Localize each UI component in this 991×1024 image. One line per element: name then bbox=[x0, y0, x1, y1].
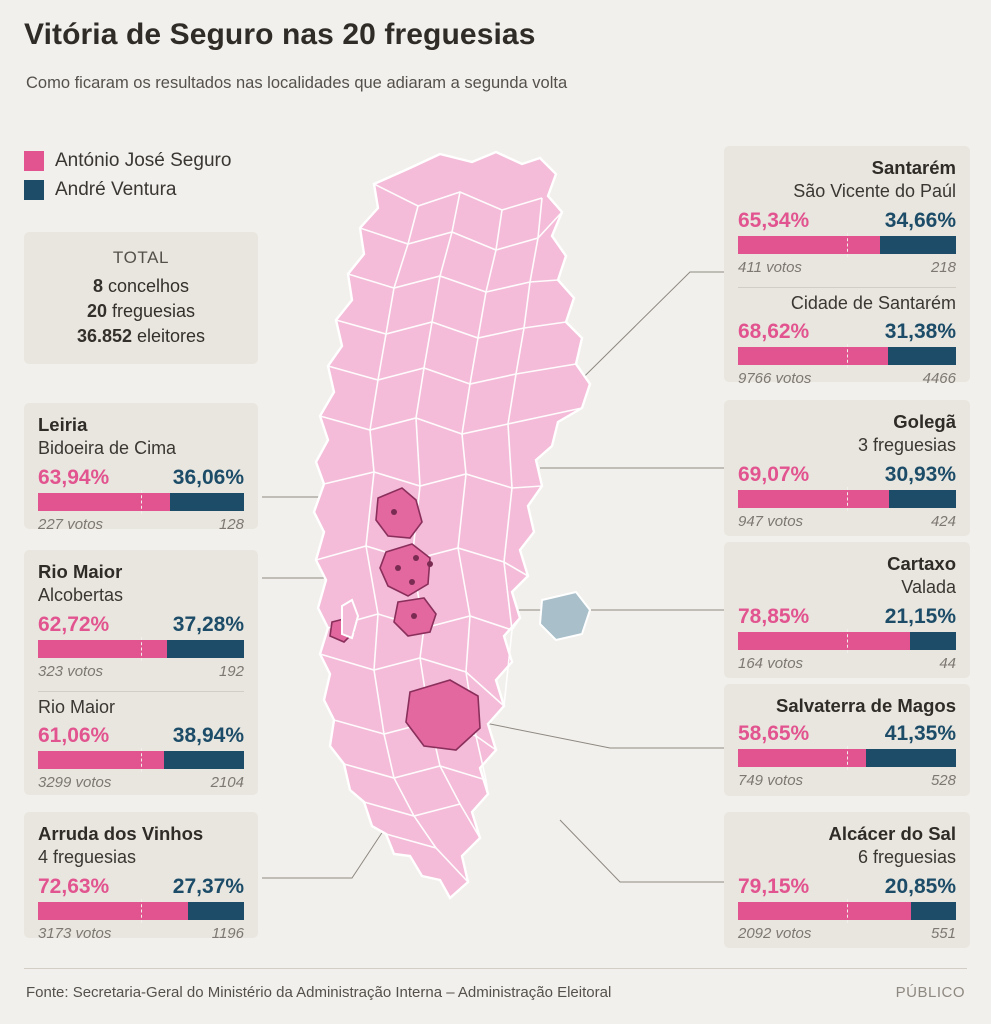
bar-cartaxo-0 bbox=[738, 632, 956, 650]
votes-row-cartaxo-0 bbox=[738, 655, 956, 672]
pct-seguro-alcacer-0: 79,15% bbox=[738, 874, 810, 898]
page-subtitle: Como ficaram os resultados nas localidades que adiaram a segunda volta bbox=[26, 74, 568, 92]
votes-row-salvaterra-0 bbox=[738, 772, 956, 789]
pct-ventura-arruda-0: 27,37% bbox=[172, 874, 244, 898]
votes-ventura-rio-maior-1: 2104 bbox=[210, 773, 244, 791]
total-label-concelhos: concelhos bbox=[107, 275, 190, 296]
total-line-freguesias bbox=[87, 301, 195, 322]
votes-row-rio-maior-1 bbox=[38, 774, 244, 791]
total-summary-box bbox=[24, 232, 258, 364]
legend-swatch-seguro bbox=[24, 151, 44, 171]
total-value-concelhos: 8 bbox=[92, 275, 103, 296]
pct-seguro-rio-maior-0: 62,72% bbox=[38, 612, 110, 636]
pct-ventura-golega-0: 30,93% bbox=[884, 462, 956, 486]
card-title-golega: Golegã bbox=[893, 411, 956, 432]
pct-row-leiria-0 bbox=[38, 466, 244, 490]
card-title-santarem: Santarém bbox=[871, 157, 956, 178]
votes-ventura-salvaterra-0: 528 bbox=[930, 772, 956, 790]
card-freguesia-leiria-0: Bidoeira de Cima bbox=[38, 438, 177, 459]
total-title: TOTAL bbox=[112, 247, 170, 267]
card-title-arruda: Arruda dos Vinhos bbox=[38, 823, 204, 844]
votes-seguro-golega-0: 947 votos bbox=[738, 512, 804, 530]
map-svg bbox=[290, 140, 710, 960]
card-title-alcacer: Alcácer do Sal bbox=[828, 823, 956, 844]
pct-ventura-santarem-0: 34,66% bbox=[884, 208, 956, 232]
pct-ventura-santarem-1: 31,38% bbox=[884, 319, 956, 343]
map-highlight-grey-region bbox=[540, 592, 590, 640]
votes-ventura-cartaxo-0: 44 bbox=[939, 654, 956, 672]
card-divider-santarem bbox=[738, 287, 956, 288]
pct-row-salvaterra-0 bbox=[738, 722, 956, 746]
pct-seguro-rio-maior-1: 61,06% bbox=[38, 723, 110, 747]
votes-ventura-leiria-0: 128 bbox=[218, 515, 244, 533]
votes-row-alcacer-0 bbox=[738, 925, 956, 942]
pct-seguro-arruda-0: 72,63% bbox=[38, 874, 110, 898]
card-freguesia-santarem-0: São Vicente do Paúl bbox=[793, 181, 956, 202]
footer-divider bbox=[24, 968, 967, 969]
card-title-salvaterra: Salvaterra de Magos bbox=[776, 695, 956, 716]
pct-seguro-santarem-1: 68,62% bbox=[738, 319, 810, 343]
card-freguesia-rio-maior-0: Alcobertas bbox=[38, 585, 124, 606]
pct-seguro-leiria-0: 63,94% bbox=[38, 465, 110, 489]
votes-ventura-rio-maior-0: 192 bbox=[218, 662, 244, 680]
votes-ventura-santarem-1: 4466 bbox=[922, 369, 956, 387]
votes-seguro-salvaterra-0: 749 votos bbox=[738, 772, 804, 790]
pct-seguro-golega-0: 69,07% bbox=[738, 462, 810, 486]
legend-swatch-ventura bbox=[24, 180, 44, 200]
card-santarem[interactable] bbox=[724, 146, 970, 387]
pct-ventura-leiria-0: 36,06% bbox=[172, 465, 244, 489]
votes-row-leiria-0 bbox=[38, 516, 244, 533]
card-freguesia-santarem-1: Cidade de Santarém bbox=[790, 292, 956, 313]
total-line-eleitores bbox=[77, 326, 205, 347]
card-cartaxo[interactable] bbox=[724, 542, 970, 678]
card-leiria[interactable] bbox=[24, 403, 258, 533]
votes-row-golega-0 bbox=[738, 513, 956, 530]
bar-leiria-0 bbox=[38, 493, 244, 511]
card-freguesia-cartaxo-0: Valada bbox=[901, 577, 956, 598]
total-value-eleitores: 36.852 bbox=[76, 325, 132, 346]
card-divider-rio-maior bbox=[38, 691, 244, 692]
bar-santarem-0 bbox=[738, 236, 956, 254]
bar-arruda-0 bbox=[38, 902, 244, 920]
legend-label-ventura: André Ventura bbox=[55, 179, 177, 200]
bar-alcacer-0 bbox=[738, 902, 956, 920]
votes-ventura-alcacer-0: 551 bbox=[930, 924, 956, 942]
votes-seguro-cartaxo-0: 164 votos bbox=[738, 654, 804, 672]
bar-rio-maior-0 bbox=[38, 640, 244, 658]
pct-row-arruda-0 bbox=[38, 875, 244, 899]
votes-seguro-santarem-0: 411 votos bbox=[738, 258, 802, 276]
pct-ventura-cartaxo-0: 21,15% bbox=[884, 604, 956, 628]
pct-seguro-santarem-0: 65,34% bbox=[738, 208, 810, 232]
pct-row-golega-0 bbox=[738, 463, 956, 487]
card-freguesia-golega-0: 3 freguesias bbox=[857, 435, 956, 456]
card-title-leiria: Leiria bbox=[38, 414, 88, 435]
votes-seguro-arruda-0: 3173 votos bbox=[38, 924, 112, 942]
votes-seguro-rio-maior-0: 323 votos bbox=[38, 662, 104, 680]
card-freguesia-rio-maior-1: Rio Maior bbox=[38, 696, 116, 717]
card-alcacer-do-sal[interactable] bbox=[724, 812, 970, 948]
card-salvaterra-de-magos[interactable] bbox=[724, 684, 970, 796]
pct-row-santarem-1 bbox=[738, 320, 956, 344]
pct-row-alcacer-0 bbox=[738, 875, 956, 899]
legend-item-ventura bbox=[24, 179, 231, 201]
votes-seguro-leiria-0: 227 votos bbox=[38, 515, 104, 533]
votes-row-rio-maior-0 bbox=[38, 663, 244, 680]
bar-golega-0 bbox=[738, 490, 956, 508]
card-freguesia-alcacer-0: 6 freguesias bbox=[857, 847, 956, 868]
pct-ventura-rio-maior-0: 37,28% bbox=[172, 612, 244, 636]
total-line-concelhos bbox=[93, 276, 189, 297]
votes-ventura-santarem-0: 218 bbox=[930, 258, 956, 276]
bar-rio-maior-1 bbox=[38, 751, 244, 769]
map-portugal bbox=[290, 140, 710, 960]
card-title-cartaxo: Cartaxo bbox=[887, 553, 956, 574]
legend-label-seguro: António José Seguro bbox=[55, 150, 232, 171]
card-freguesia-arruda-0: 4 freguesias bbox=[38, 847, 137, 868]
legend bbox=[24, 150, 231, 208]
pct-row-cartaxo-0 bbox=[738, 605, 956, 629]
total-value-freguesias: 20 bbox=[86, 300, 107, 321]
votes-row-santarem-1 bbox=[738, 370, 956, 387]
pct-row-rio-maior-0 bbox=[38, 613, 244, 637]
pct-row-santarem-0 bbox=[738, 209, 956, 233]
pct-ventura-alcacer-0: 20,85% bbox=[884, 874, 956, 898]
votes-ventura-arruda-0: 1196 bbox=[211, 924, 244, 942]
map-mainland bbox=[314, 152, 590, 898]
total-label-freguesias: freguesias bbox=[111, 300, 196, 321]
bar-salvaterra-0 bbox=[738, 749, 956, 767]
pct-seguro-salvaterra-0: 58,65% bbox=[738, 722, 810, 746]
legend-item-seguro bbox=[24, 150, 231, 172]
total-label-eleitores: eleitores bbox=[137, 325, 206, 346]
card-arruda-dos-vinhos[interactable] bbox=[24, 812, 258, 942]
votes-row-santarem-0 bbox=[738, 259, 956, 276]
pct-ventura-salvaterra-0: 41,35% bbox=[884, 722, 956, 746]
card-title-rio-maior: Rio Maior bbox=[38, 561, 123, 582]
votes-ventura-golega-0: 424 bbox=[930, 512, 956, 530]
card-golega[interactable] bbox=[724, 400, 970, 536]
bar-santarem-1 bbox=[738, 347, 956, 365]
card-rio-maior[interactable] bbox=[24, 550, 258, 795]
pct-ventura-rio-maior-1: 38,94% bbox=[172, 723, 244, 747]
pct-row-rio-maior-1 bbox=[38, 724, 244, 748]
votes-seguro-rio-maior-1: 3299 votos bbox=[38, 773, 112, 791]
source-note: Fonte: Secretaria-Geral do Ministério da Administração Interna – Administração Eleitoral bbox=[26, 984, 612, 1001]
votes-seguro-santarem-1: 9766 votos bbox=[738, 369, 812, 387]
pct-seguro-cartaxo-0: 78,85% bbox=[738, 604, 810, 628]
votes-row-arruda-0 bbox=[38, 925, 244, 942]
page-title: Vitória de Seguro nas 20 freguesias bbox=[24, 18, 536, 51]
votes-seguro-alcacer-0: 2092 votos bbox=[738, 924, 812, 942]
brand-label: PÚBLICO bbox=[895, 984, 965, 1001]
